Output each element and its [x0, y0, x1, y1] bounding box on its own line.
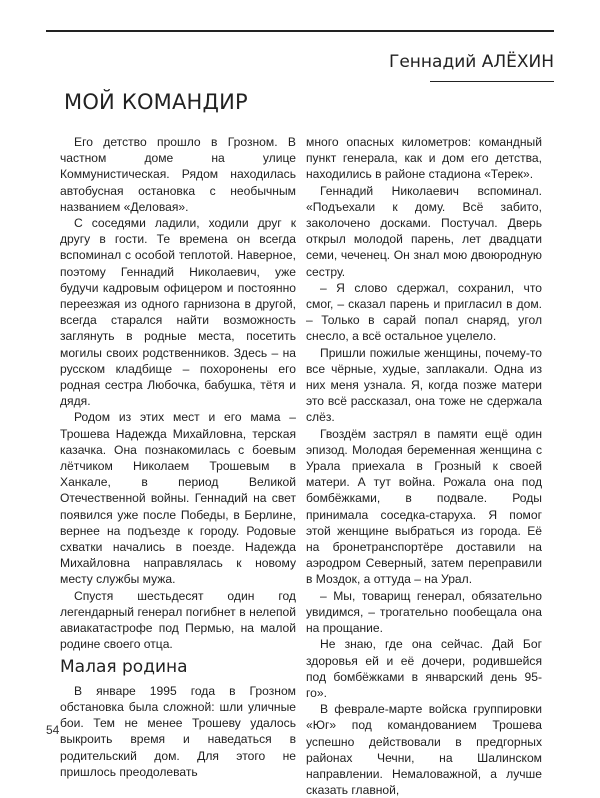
page-number: 54	[46, 723, 60, 737]
paragraph: Не знаю, где она сейчас. Дай Бог здоровья ей и её дочери, родившейся под бомбёжками в январский день 95-го».	[306, 637, 542, 700]
paragraph: В феврале-марте войска группировки «Юг» под командованием Трошева успешно действовали в предгорных районах Чечни, на Шалинском направлении. Немаловажной, а лучше сказать главной,	[306, 702, 542, 798]
paragraph: Гвоздём застрял в памяти ещё один эпизод. Молодая беременная женщина с Урала приехала в Грозный к своей матери. А тут война. Рожала она под бомбёжками, в подвале. Роды принимала соседка-старуха. Я помог этой женщине выбраться из города. Её на бронетранспортёре доставили на аэродром Северный, затем переправили в Моздок, а оттуда – на Урал.	[306, 426, 542, 587]
top-rule	[46, 30, 554, 32]
paragraph: Его детство прошло в Грозном. В частном доме на улице Коммунистическая. Рядом находилась автобусная остановка с необычным названием «Деловая».	[60, 135, 296, 214]
author-name: Геннадий АЛЁХИН	[388, 52, 554, 72]
paragraph: Родом из этих мест и его мама – Трошева Надежда Михайловна, терская казачка. Она познакомилась с боевым лётчиком Николаем Трошевым в Ханкале, в период Великой Отечественной войны. Геннадий на свет появился уже после Победы, в Берлине, вернее на подъезде к городу. Родовые схватки начались в поезде. Надежда Михайловна направлялась к новому месту службы мужа.	[60, 410, 296, 587]
section-subheading: Малая родина	[60, 656, 188, 677]
author-underline	[430, 81, 554, 82]
paragraph: В январе 1995 года в Грозном обстановка была сложной: шли уличные бои. Тем не менее Трошеву удалось выкроить время и наведаться в родительский дом. Для этого не пришлось преодолевать	[60, 683, 296, 779]
article-title: МОЙ КОМАНДИР	[64, 90, 248, 114]
paragraph: – Мы, товарищ генерал, обязательно увидимся, – трогательно пообещала она на прощание.	[306, 588, 542, 636]
paragraph: Пришли пожилые женщины, почему-то все чёрные, худые, заплакали. Одна из них меня узнала. Я, когда позже матери это всё рассказал, она тоже не сдержала слёз.	[306, 345, 542, 425]
right-column	[306, 134, 542, 798]
paragraph: Геннадий Николаевич вспоминал. «Подъехали к дому. Всё забито, заколочено досками. Постучал. Дверь открыл молодой парень, лет двадцати семи, чеченец. Он знал мою двоюродную сестру.	[306, 183, 542, 279]
paragraph: С соседями ладили, ходили друг к другу в гости. Те времена он всегда вспоминал с особой теплотой. Наверное, поэтому Геннадий Николаевич, уже будучи кадровым офицером и постоянно переезжая из одного гарнизона в другой, всегда старался найти возможность заглянуть в родные места, посетить могилы своих родственников. Здесь – на русском кладбище – похоронены его родная сестра Любочка, бабушка, тётя и дядя.	[60, 216, 296, 409]
left-column	[60, 134, 296, 780]
paragraph: Спустя шестьдесят один год легендарный генерал погибнет в нелепой авиакатастрофе под Пермью, на малой родине своего отца.	[60, 588, 296, 652]
paragraph-continued: много опасных километров: командный пункт генерала, как и дом его детства, находились в районе стадиона «Терек».	[306, 135, 542, 182]
paragraph: – Я слово сдержал, сохранил, что смог, – сказал парень и пригласил в дом. – Только в сарай попал снаряд, угол снесло, а всё остальное уцелело.	[306, 280, 542, 344]
